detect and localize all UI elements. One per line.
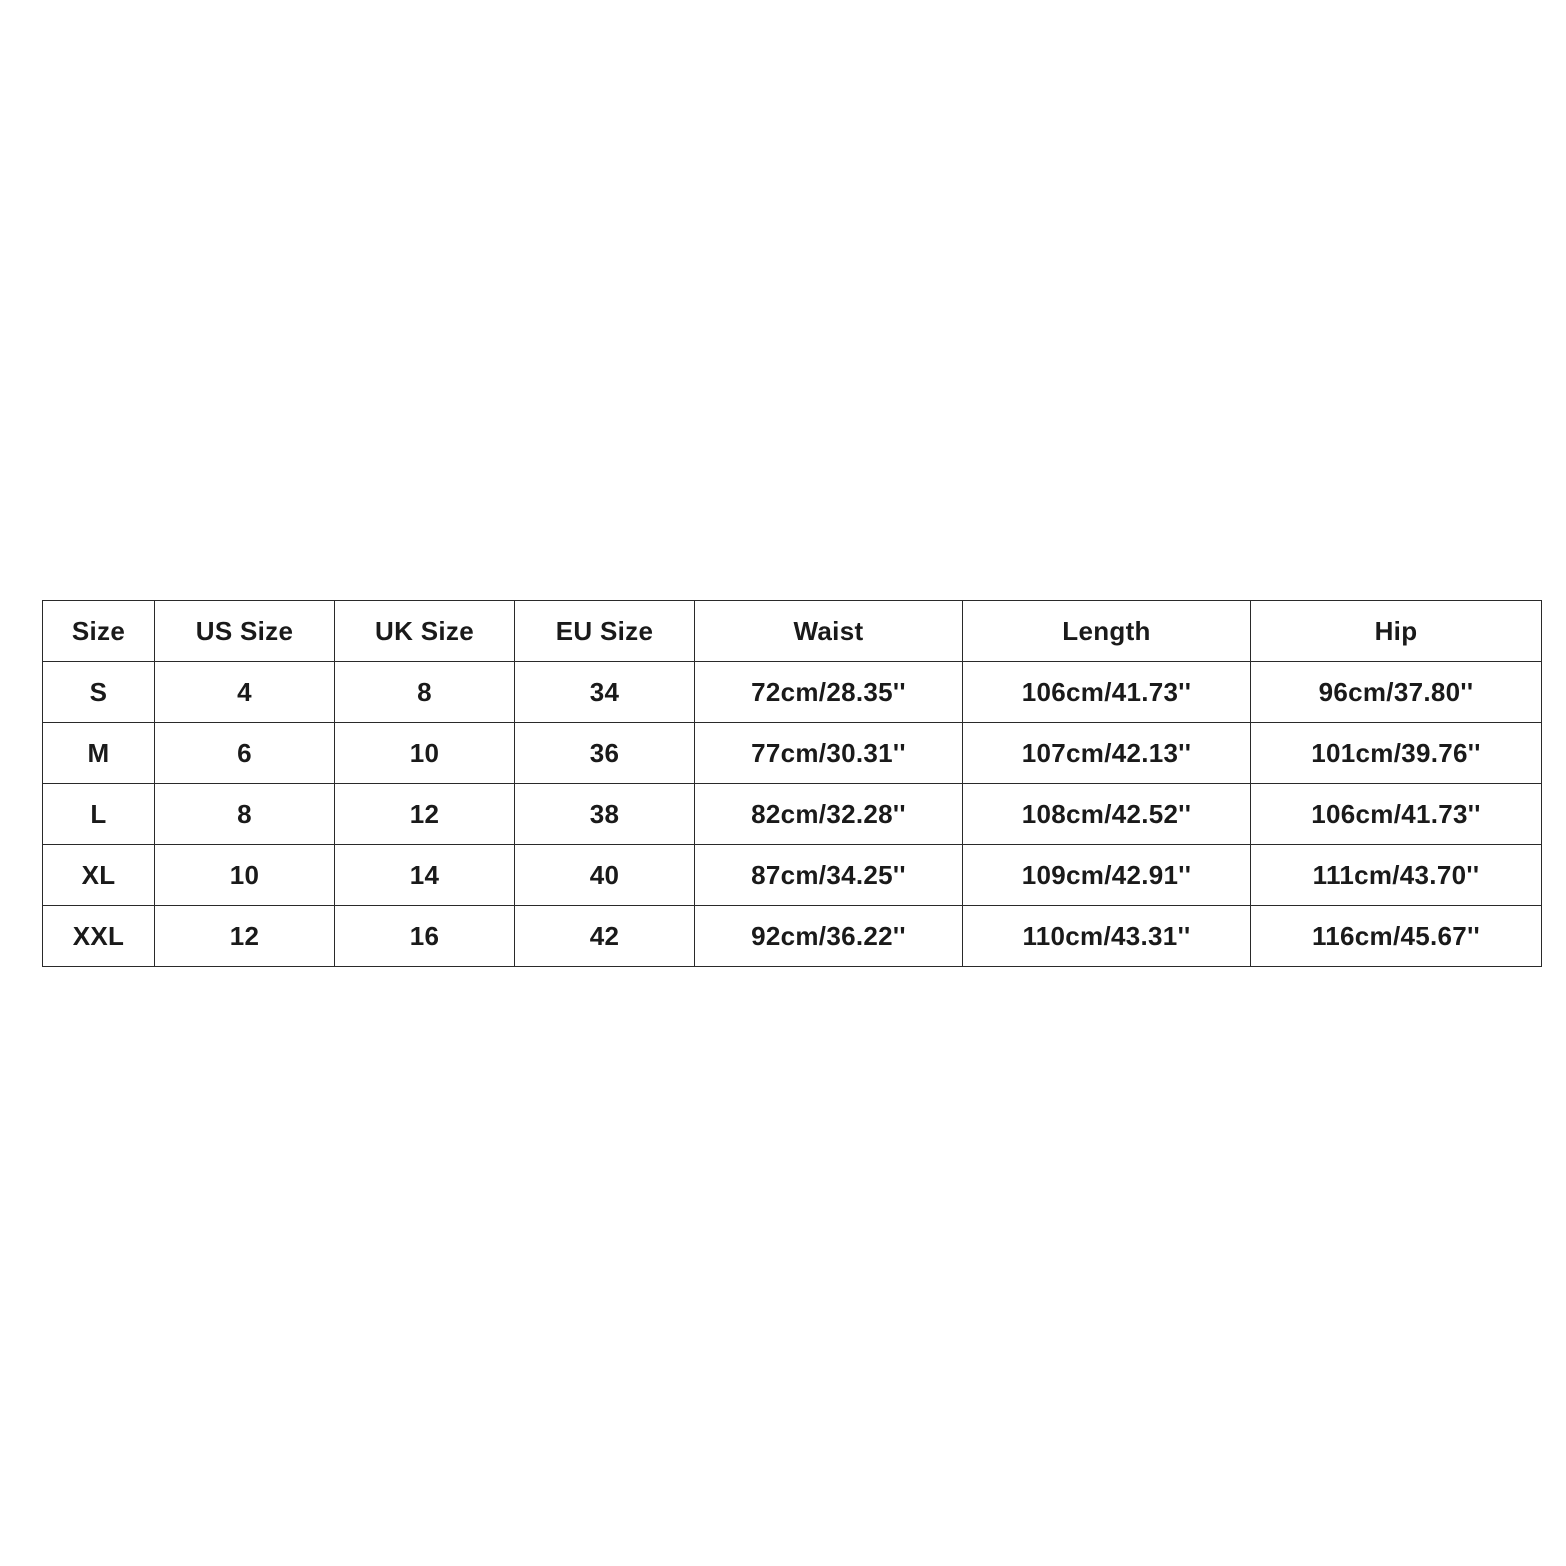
table-row <box>43 845 1542 906</box>
cell-size: M <box>43 723 155 784</box>
table-row <box>43 906 1542 967</box>
cell-hip: 111cm/43.70'' <box>1251 845 1542 906</box>
header-us-size: US Size <box>155 601 335 662</box>
cell-waist: 82cm/32.28'' <box>695 784 963 845</box>
table-header-row <box>43 601 1542 662</box>
cell-eu-size: 36 <box>515 723 695 784</box>
cell-us-size: 10 <box>155 845 335 906</box>
cell-uk-size: 8 <box>335 662 515 723</box>
cell-uk-size: 14 <box>335 845 515 906</box>
cell-length: 106cm/41.73'' <box>963 662 1251 723</box>
cell-waist: 72cm/28.35'' <box>695 662 963 723</box>
header-uk-size: UK Size <box>335 601 515 662</box>
cell-hip: 101cm/39.76'' <box>1251 723 1542 784</box>
cell-eu-size: 34 <box>515 662 695 723</box>
cell-waist: 77cm/30.31'' <box>695 723 963 784</box>
cell-size: L <box>43 784 155 845</box>
cell-eu-size: 42 <box>515 906 695 967</box>
cell-uk-size: 12 <box>335 784 515 845</box>
cell-eu-size: 38 <box>515 784 695 845</box>
header-hip: Hip <box>1251 601 1542 662</box>
table-row <box>43 723 1542 784</box>
table-row <box>43 662 1542 723</box>
cell-length: 110cm/43.31'' <box>963 906 1251 967</box>
cell-us-size: 12 <box>155 906 335 967</box>
header-length: Length <box>963 601 1251 662</box>
cell-length: 108cm/42.52'' <box>963 784 1251 845</box>
header-size: Size <box>43 601 155 662</box>
cell-length: 109cm/42.91'' <box>963 845 1251 906</box>
header-eu-size: EU Size <box>515 601 695 662</box>
cell-uk-size: 16 <box>335 906 515 967</box>
cell-us-size: 6 <box>155 723 335 784</box>
cell-size: XXL <box>43 906 155 967</box>
cell-waist: 87cm/34.25'' <box>695 845 963 906</box>
header-waist: Waist <box>695 601 963 662</box>
cell-length: 107cm/42.13'' <box>963 723 1251 784</box>
cell-eu-size: 40 <box>515 845 695 906</box>
cell-waist: 92cm/36.22'' <box>695 906 963 967</box>
cell-size: S <box>43 662 155 723</box>
cell-hip: 106cm/41.73'' <box>1251 784 1542 845</box>
cell-us-size: 4 <box>155 662 335 723</box>
size-chart-table <box>42 600 1542 967</box>
cell-size: XL <box>43 845 155 906</box>
table-row <box>43 784 1542 845</box>
cell-hip: 96cm/37.80'' <box>1251 662 1542 723</box>
cell-uk-size: 10 <box>335 723 515 784</box>
cell-us-size: 8 <box>155 784 335 845</box>
cell-hip: 116cm/45.67'' <box>1251 906 1542 967</box>
